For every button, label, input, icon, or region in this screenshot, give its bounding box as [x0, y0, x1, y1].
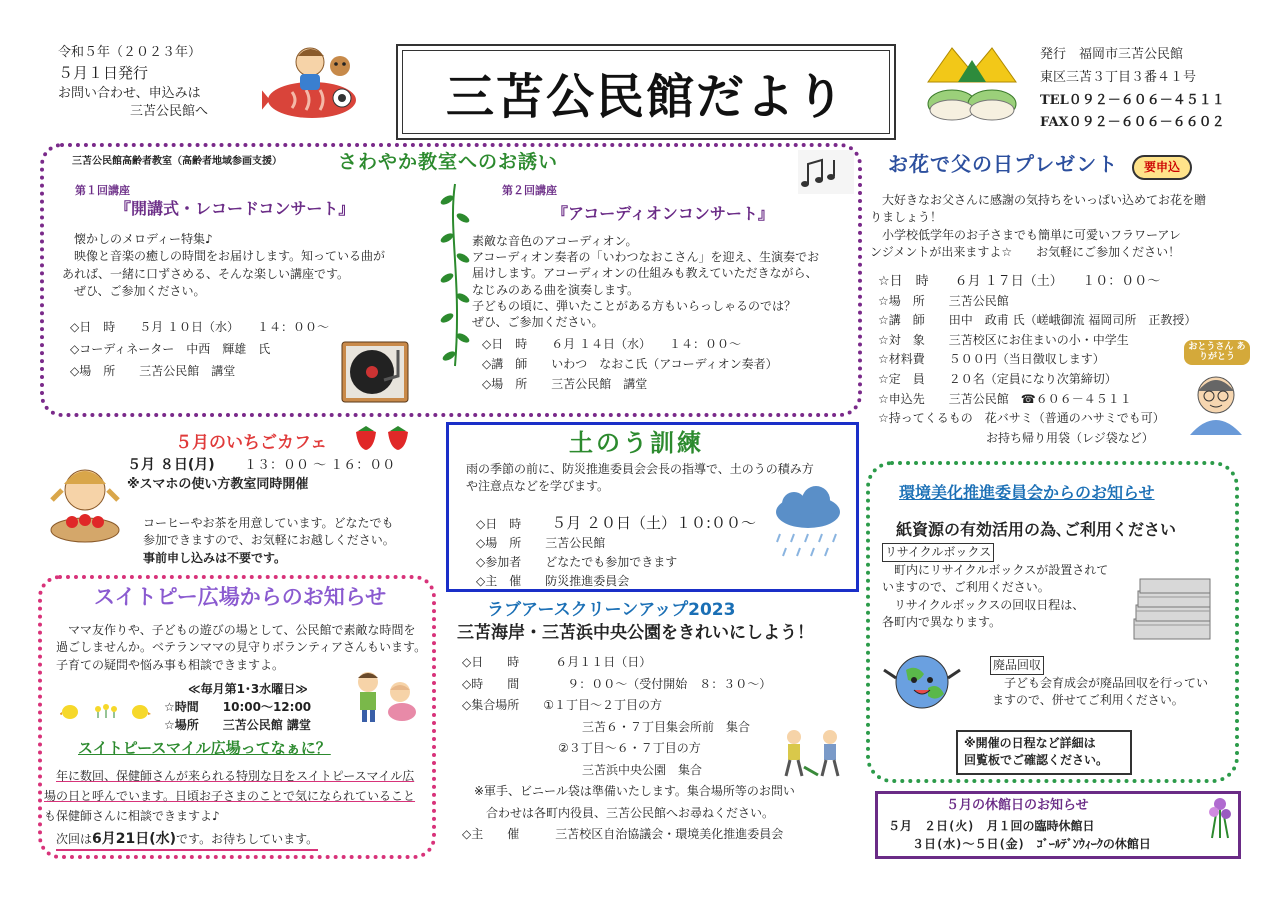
next-date: 6月21日(水)	[92, 831, 177, 847]
lecture2-lecturer: ◇講 師 いわつ なおこ氏（アコーディオン奏者）	[482, 357, 778, 371]
chick-and-flowers-illustration	[60, 698, 154, 724]
newsletter-title: 三苫公民館だより	[445, 68, 846, 125]
sandbag-drill-participants: ◇参加者 どなたでも参加できます	[476, 555, 678, 569]
sweetpea-body-line: 子育ての疑問や悩み事も相談できますよ。	[56, 657, 285, 672]
lecture1-date: ◇日 時 ５月 １０日（水） １４：００～	[70, 320, 330, 334]
cafe-body	[143, 515, 395, 567]
environment-title: 環境美化推進委員会からのお知らせ	[899, 483, 1155, 502]
sandbag-drill-date	[476, 514, 756, 534]
environment-note-line: ※開催の日程など詳細は	[964, 736, 1096, 750]
lecture1-body	[62, 231, 385, 301]
fathers-day-detail: ☆対 象 三苫校区にお住まいの小・中学生	[878, 332, 1129, 347]
fathers-day-header	[870, 150, 1260, 180]
recycle-box-label: リサイクルボックス	[882, 543, 994, 562]
tel: TEL０９２－６０６－４５１１	[1040, 92, 1225, 108]
cleanup-detail: ◇日 時 ６月１１日（日）	[462, 655, 652, 669]
sandbag-drill-body-line: や注意点などを学びます。	[466, 479, 610, 494]
closure-title: ５月の休館日のお知らせ	[946, 798, 1089, 813]
header-right	[1040, 44, 1225, 135]
waste-collection-line: ますので、併せてご利用ください。	[992, 693, 1184, 708]
sandbag-drill-body	[466, 461, 814, 496]
lecture1-label: 第１回講座	[75, 184, 130, 197]
recycle-box-body	[882, 562, 1108, 632]
lecture1-place: ◇場 所 三苫公民館 講堂	[70, 364, 236, 378]
recycle-box-line: リサイクルボックスの回収日程は、	[882, 597, 1085, 612]
sweetpea-desc-line: 年に数回、保健師さんが来られる特別な日をスイトピースマイル広	[56, 769, 415, 783]
address: 東区三苫３丁目３番４１号	[1040, 69, 1197, 85]
father-illustration	[1184, 340, 1250, 435]
cafe-note: ※スマホの使い方教室同時開催	[127, 477, 309, 492]
cafe-time: １３：００ ～ １６：００	[244, 458, 396, 473]
lecture2-body-line: なじみのある曲を演奏します。	[472, 282, 640, 297]
fathers-day-body	[870, 192, 1206, 262]
cleanup-detail: 合わせは各町内役員、三苫公民館へお尋ねください。	[462, 805, 775, 820]
cafe-date: ５月 ８日(月)	[127, 457, 215, 473]
lecture2-body-line: 素敵な音色のアコーディオン。	[472, 234, 638, 248]
koinobori-boy-illustration	[262, 42, 374, 126]
fathers-day-detail: お持ち帰り用袋（レジ袋など）	[878, 430, 1154, 445]
cleanup-title: ラブアースクリーンアップ2023	[487, 600, 736, 620]
environment-note-line: 回覧板でご確認ください。	[964, 753, 1109, 768]
thank-you-bubble: おとうさん ありがとう	[1184, 340, 1250, 365]
sweetpea-schedule: ≪毎月第1･3水曜日≫	[188, 682, 308, 696]
newspaper-stack-illustration	[1130, 575, 1216, 645]
leaf-vine-divider	[438, 180, 472, 370]
issue-date: ５月１日発行	[58, 63, 149, 82]
fathers-day-detail: ☆日 時 ６月 １７日（土） １０：００～	[878, 274, 1161, 289]
kabuto-helmet-illustration	[918, 42, 1026, 132]
reservation-required-badge: 要申込	[1132, 155, 1192, 180]
fathers-day-section	[870, 150, 1260, 180]
lecture1-body-line: あれば、一緒に口ずさめる、そんな楽しい講座です。	[62, 266, 350, 281]
contact-line: お問い合わせ、申込みは	[58, 85, 201, 101]
cafe-body-line: 事前申し込みは不要です。	[143, 550, 287, 565]
sweetpea-body-line: ママ友作りや、子どもの遊びの場として、公民館で素敵な時間を	[68, 623, 416, 637]
cleanup-detail: ◇時 間 ９：００～（受付開始 ８：３０～）	[462, 676, 772, 691]
cleanup-detail: 三苫６・７丁目集会所前 集合	[462, 719, 751, 734]
header-left	[58, 44, 208, 122]
lecture2-details	[482, 334, 778, 394]
flower-illustration	[1200, 790, 1240, 840]
lecture2-date: ◇日 時 ６月 １４日（水） １４：００～	[482, 337, 742, 351]
lecture1-body-line: 懐かしのメロディー特集♪	[74, 232, 213, 246]
closure-line: ３日(水)～５日(金) ｺﾞｰﾙﾃﾞﾝｳｨｰｸの休館日	[888, 837, 1151, 851]
waste-collection-label: 廃品回収	[990, 656, 1044, 675]
recycle-box-line: いますので、ご利用ください。	[882, 580, 1050, 595]
fathers-day-detail: ☆持ってくるもの 花バサミ（普通のハサミでも可）	[878, 411, 1165, 426]
lecture1-details	[70, 316, 329, 382]
strawberry-icon	[352, 424, 414, 452]
lecture2-body	[472, 233, 819, 330]
sweetpea-time: ☆時間 10:00～12:00	[164, 700, 312, 714]
cleanup-detail: ※軍手、ビニール袋は準備いたします。集合場所等のお問い	[462, 784, 795, 798]
lecture2-title: 『アコーディオンコンサート』	[552, 204, 774, 223]
sweetpea-desc-line: も保健師さんに相談できますよ♪	[44, 809, 220, 823]
sweetpea-title: スイトピー広場からのお知らせ	[94, 585, 387, 609]
sawayaka-kicker: 三苫公民館高齢者教室（高齢者地域参画支援）	[72, 156, 282, 167]
lecture1-coordinator: ◇コーディネーター 中西 輝雄 氏	[70, 342, 271, 356]
cleanup-details	[462, 652, 795, 846]
waste-collection-body	[992, 675, 1209, 710]
music-note-icon	[798, 150, 854, 194]
lecture1-title: 『開講式・レコードコンサート』	[115, 199, 355, 218]
sweetpea-next-session	[56, 829, 318, 851]
fathers-day-body-line: りましょう！	[870, 210, 943, 225]
sawayaka-title: さわやか教室へのお誘い	[338, 151, 559, 173]
sweetpea-place: ☆場所 三苫公民館 講堂	[164, 718, 311, 732]
fathers-day-body-line: ンジメントが出来ますよ☆ お気軽にご参加ください！	[870, 245, 1181, 260]
fathers-day-detail: ☆定 員 ２０名（定員になり次第締切）	[878, 371, 1117, 386]
date-era: 令和５年（２０２３年）	[58, 45, 202, 60]
lecture2-body-line: 届けします。アコーディオンの仕組みも教えていただきながら、	[472, 266, 818, 281]
environment-lead: 紙資源の有効活用の為､ご利用ください	[896, 520, 1177, 539]
lecture2-label: 第２回講座	[502, 184, 557, 197]
lecture2-body-line: ぜひ、ご参加ください。	[472, 314, 604, 329]
sandbag-drill-title: 土のう訓練	[569, 429, 704, 457]
children-playing-illustration	[350, 668, 420, 724]
cleanup-detail: 三苫浜中央公園 集合	[462, 762, 703, 777]
sandbag-drill-body-line: 雨の季節の前に、防災推進委員会会長の指導で、土のうの積み方	[466, 462, 814, 476]
cleanup-detail: ◇集合場所 ①１丁目～２丁目の方	[462, 698, 662, 712]
fathers-day-body-line: 大好きなお父さんに感謝の気持ちをいっぱい込めてお花を贈	[882, 193, 1207, 207]
cafe-body-line: コーヒーやお茶を用意しています。どなたでも	[143, 516, 394, 530]
environment-note-box	[956, 730, 1132, 775]
fathers-day-details	[878, 272, 1196, 448]
fathers-day-body-line: 小学校低学年のお子さまでも簡単に可愛いフラワーアレ	[882, 227, 1181, 242]
sandbag-drill-details	[476, 514, 756, 591]
cafe-title: ５月のいちごカフェ	[175, 433, 328, 453]
sandbag-drill-date-label: ◇日 時	[476, 517, 522, 531]
cleanup-detail: ②３丁目～６・７丁目の方	[462, 741, 701, 755]
cafe-body-line: 参加できますので、お気軽にお越しください。	[143, 533, 395, 548]
sweetpea-desc	[44, 766, 415, 826]
fathers-day-detail: ☆講 師 田中 政甫 氏（嵯峨御流 福岡司所 正教授）	[878, 313, 1197, 328]
sandbag-drill-date-value: ５月 ２０日（土）１０:００～	[551, 514, 757, 532]
fax: FAX０９２－６０６－６６０２	[1040, 115, 1225, 131]
waste-collection-line: 子ども会育成会が廃品回収を行ってい	[1004, 676, 1209, 690]
rain-cloud-icon	[768, 484, 848, 564]
lecture2-body-line: アコーディオン奏者の「いわつなおこさん」を迎え、生演奏でお	[472, 250, 820, 265]
recycle-box-line: 各町内で異なります。	[882, 615, 1002, 630]
lecture2-body-line: 子どもの頃に、弾いたことがある方もいらっしゃるのでは？	[472, 298, 797, 313]
lecture1-body-line: ぜひ、ご参加ください。	[74, 284, 206, 299]
fathers-day-title: お花で父の日プレゼント	[888, 152, 1119, 176]
cleanup-detail: ◇主 催 三苫校区自治協議会・環境美化推進委員会	[462, 827, 784, 841]
sweetpea-body-line: 過ごしませんか。ベテランママの見守りボランティアさんもいます。	[56, 640, 427, 655]
fathers-day-detail: ☆申込先 三苫公民館 ☎６０６－４５１１	[878, 391, 1132, 406]
sweetpea-subtitle: スイトピースマイル広場ってなぁに？	[78, 739, 331, 757]
cleanup-volunteers-illustration	[778, 727, 852, 779]
sandbag-drill-place: ◇場 所 三苫公民館	[476, 536, 606, 550]
recycle-box-line: 町内にリサイクルボックスが設置されて	[882, 563, 1109, 577]
girl-with-strawberries-illustration	[40, 460, 130, 546]
fathers-day-detail: ☆材料費 ５００円（当日徴収します）	[878, 352, 1105, 367]
cleanup-subtitle: 三苫海岸・三苫浜中央公園をきれいにしよう！	[457, 623, 814, 643]
fathers-day-detail: ☆場 所 三苫公民館	[878, 293, 1009, 308]
lecture2-place: ◇場 所 三苫公民館 講堂	[482, 377, 648, 391]
next-suffix: です。お待ちしています。	[176, 832, 319, 846]
sandbag-drill-organizer: ◇主 催 防災推進委員会	[476, 574, 630, 588]
next-prefix: 次回は	[56, 832, 93, 846]
newsletter-title-box	[396, 44, 896, 140]
closure-line: ５月 ２日(火) 月１回の臨時休館日	[888, 819, 1095, 833]
record-player-illustration	[340, 340, 410, 404]
earth-mascot-illustration	[880, 648, 966, 714]
sweetpea-body	[56, 622, 426, 674]
sweetpea-desc-line: 場の日と呼んでいます。日頃お子さまのことで気になられていること	[44, 789, 416, 803]
lecture1-body-line: 映像と音楽の癒しの時間をお届けします。知っている曲が	[74, 249, 386, 264]
publisher: 発行 福岡市三苫公民館	[1040, 47, 1184, 62]
contact-line: 三苫公民館へ	[130, 104, 209, 120]
